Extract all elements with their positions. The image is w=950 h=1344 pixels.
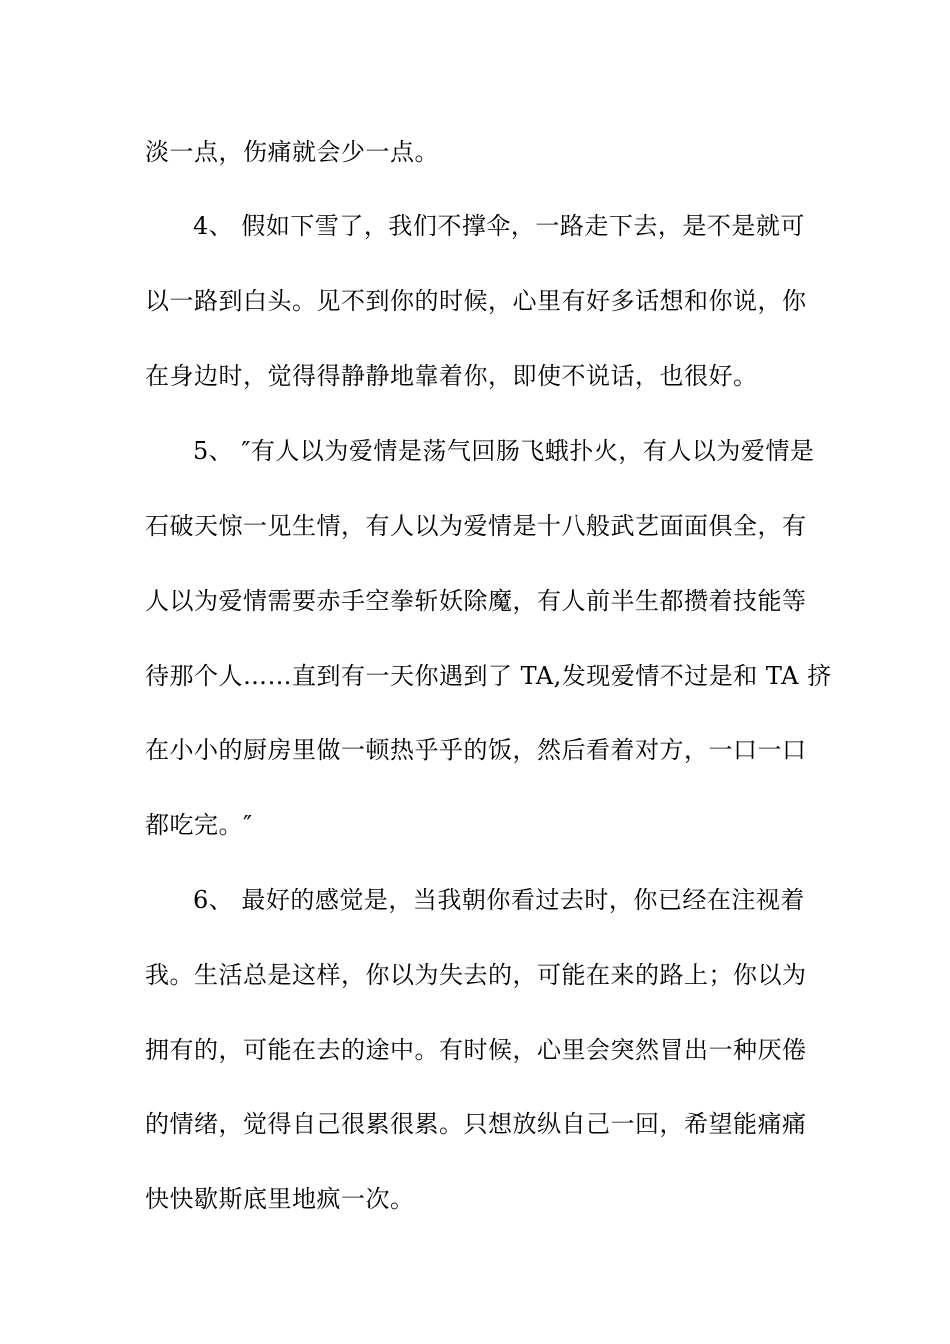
text-line: 拥有的，可能在去的途中。有时候，心里会突然冒出一种厌倦 (145, 1036, 807, 1064)
text-line: 的情绪，觉得自己很累很累。只想放纵自己一回，希望能痛痛 (145, 1110, 807, 1138)
text-line: 快快歇斯底里地疯一次。 (145, 1185, 415, 1213)
text-line: 石破天惊一见生情，有人以为爱情是十八般武艺面面俱全，有 (145, 512, 807, 540)
text-line: 都吃完。″ (145, 811, 253, 839)
text-line: 淡一点，伤痛就会少一点。 (145, 138, 439, 166)
text-line: 6、 最好的感觉是，当我朝你看过去时，你已经在注视着 (193, 886, 805, 914)
text-line: 在小小的厨房里做一顿热乎乎的饭，然后看着对方，一口一口 (145, 736, 807, 764)
text-line: 在身边时，觉得得静静地靠着你，即使不说话，也很好。 (145, 362, 758, 390)
text-line: 我。生活总是这样，你以为失去的，可能在来的路上；你以为 (145, 961, 807, 989)
text-line: 5、 ″有人以为爱情是荡气回肠飞蛾扑火，有人以为爱情是 (193, 437, 815, 465)
text-line: 人以为爱情需要赤手空拳斩妖除魔，有人前半生都攒着技能等 (145, 587, 807, 615)
text-line: 4、 假如下雪了，我们不撑伞，一路走下去，是不是就可 (193, 212, 805, 240)
text-line: 待那个人……直到有一天你遇到了 TA,发现爱情不过是和 TA 挤 (145, 662, 832, 690)
text-line: 以一路到白头。见不到你的时候，心里有好多话想和你说，你 (145, 287, 807, 315)
